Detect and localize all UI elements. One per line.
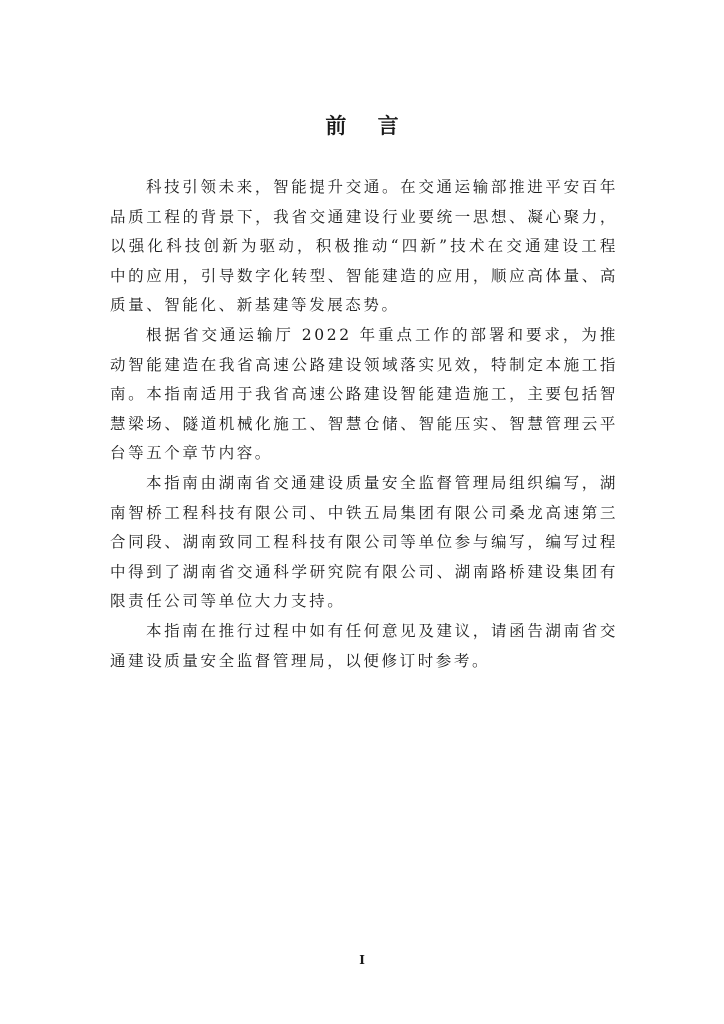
preface-body	[110, 173, 618, 676]
page-title: 前 言	[325, 114, 411, 138]
paragraph-1: 科技引领未来，智能提升交通。在交通运输部推进平安百年品质工程的背景下，我省交通建设行业要统一思想、凝心聚力，以强化科技创新为驱动，积极推动“四新”技术在交通建设工程中的应用，引导数字化转型、智能建造的应用，顺应高体量、高质量、智能化、新基建等发展态势。	[110, 178, 618, 315]
paragraph-2: 根据省交通运输厅 2022 年重点工作的部署和要求，为推动智能建造在我省高速公路建设领域落实见效，特制定本施工指南。本指南适用于我省高速公路建设智能建造施工，主要包括智慧梁场、隧道机械化施工、智慧仓储、智能压实、智慧管理云平台等五个章节内容。	[110, 325, 618, 463]
paragraph-3: 本指南由湖南省交通建设质量安全监督管理局组织编写，湖南智桥工程科技有限公司、中铁五局集团有限公司桑龙高速第三合同段、湖南致同工程科技有限公司等单位参与编写，编写过程中得到了湖南省交通科学研究院有限公司、湖南路桥建设集团有限责任公司等单位大力支持。	[110, 473, 618, 611]
paragraph-4: 本指南在推行过程中如有任何意见及建议，请函告湖南省交通建设质量安全监督管理局，以便修订时参考。	[110, 621, 618, 670]
page-number: I	[359, 953, 365, 967]
